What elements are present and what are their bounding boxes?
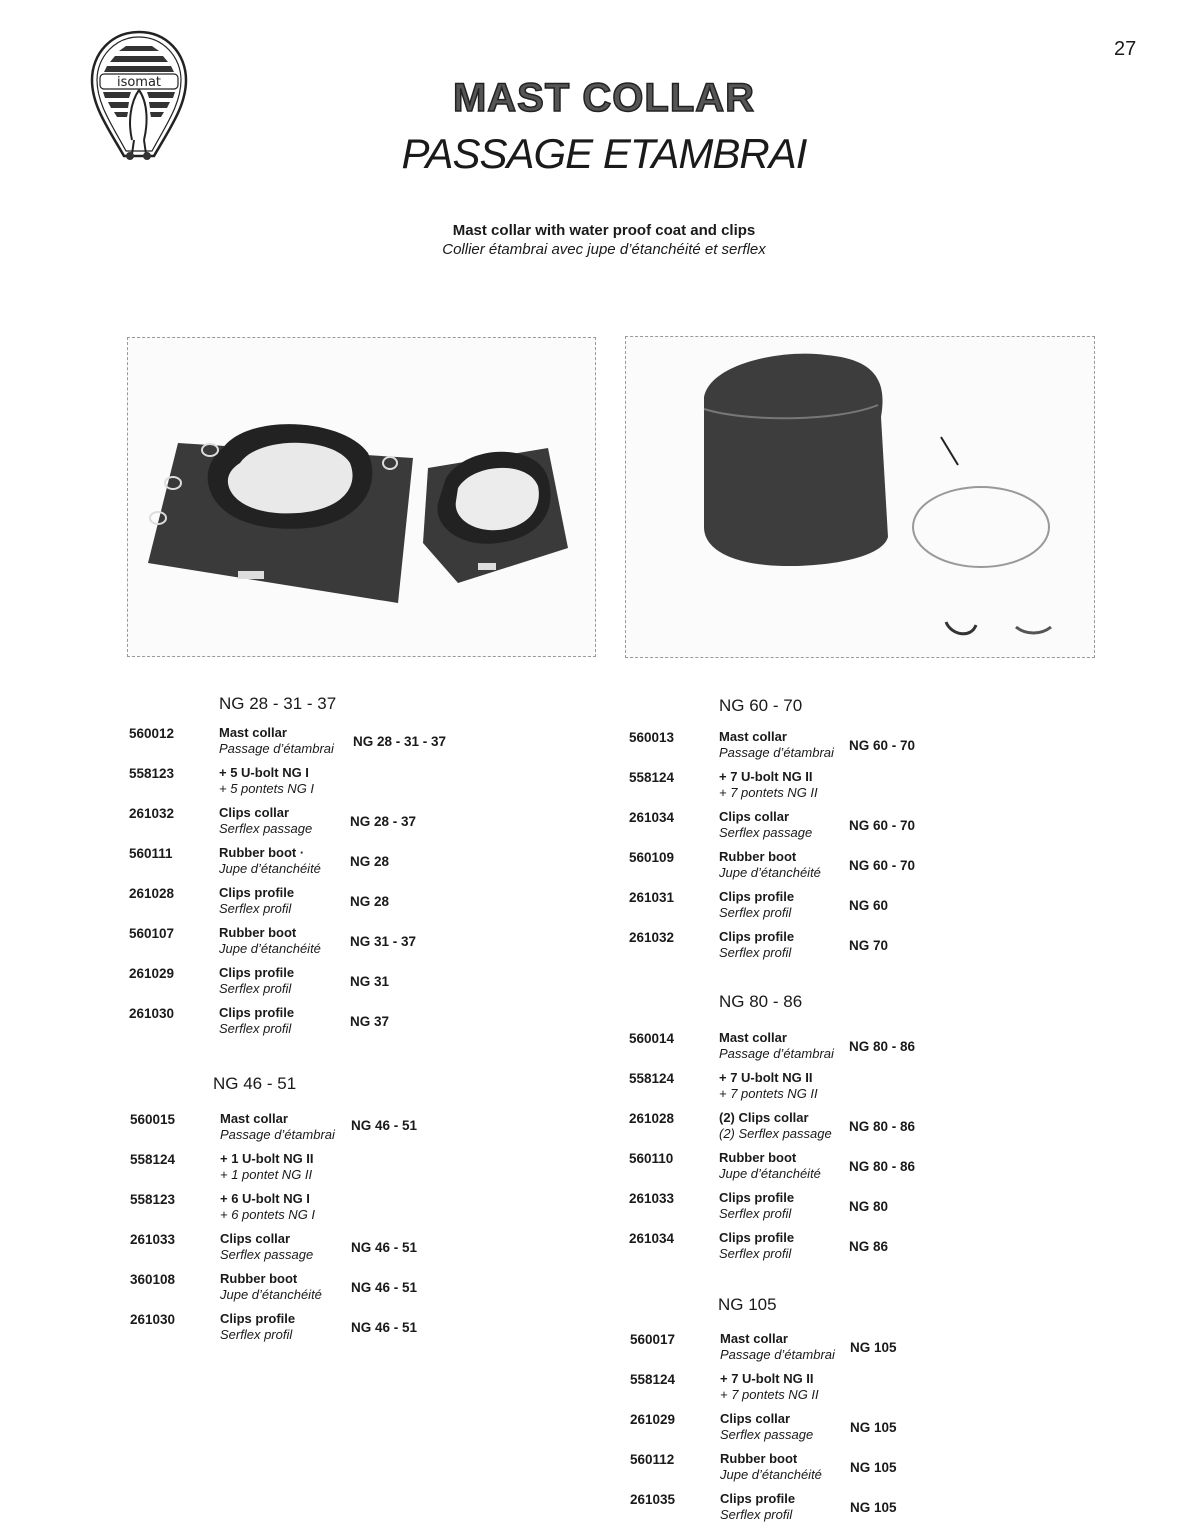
part-description-en: + 7 U-bolt NG II bbox=[719, 1070, 813, 1085]
part-code: 560112 bbox=[630, 1452, 675, 1467]
part-description-fr: Passage d’étambrai bbox=[720, 1347, 835, 1362]
part-size: NG 46 - 51 bbox=[351, 1118, 418, 1133]
part-description-fr: Jupe d’étanchéité bbox=[719, 1166, 821, 1181]
part-size: NG 31 bbox=[350, 974, 390, 989]
part-description-fr: Jupe d’étanchéité bbox=[219, 941, 321, 956]
part-description-fr: Serflex profil bbox=[719, 1206, 792, 1221]
part-description-en: Clips profile bbox=[219, 1005, 295, 1020]
part-size: NG 28 bbox=[350, 854, 390, 869]
part-code: 261031 bbox=[629, 890, 675, 905]
svg-text:isomat: isomat bbox=[116, 75, 162, 90]
part-code: 261034 bbox=[629, 810, 675, 825]
part-description-fr: Jupe d’étanchéité bbox=[220, 1287, 322, 1302]
part-description-en: (2) Clips collar bbox=[719, 1110, 809, 1125]
part-size: NG 80 bbox=[849, 1199, 889, 1214]
part-code: 558124 bbox=[130, 1152, 176, 1167]
part-code: 558123 bbox=[129, 766, 175, 781]
part-code: 261035 bbox=[630, 1492, 676, 1507]
part-row bbox=[129, 846, 549, 886]
part-description-fr: Serflex passage bbox=[720, 1427, 814, 1442]
photo-mast-collars bbox=[127, 337, 596, 657]
part-row bbox=[630, 1412, 1050, 1452]
page-subtitle-french: Collier étambrai avec jupe d’étanchéité et serflex bbox=[442, 241, 766, 258]
part-size: NG 105 bbox=[850, 1340, 897, 1355]
part-row bbox=[129, 966, 549, 1006]
rubber-boot-image bbox=[626, 337, 1094, 657]
part-code: 558123 bbox=[130, 1192, 176, 1207]
part-size: NG 37 bbox=[350, 1014, 390, 1029]
part-description-en: Clips profile bbox=[719, 1190, 795, 1205]
part-row bbox=[130, 1152, 550, 1192]
part-row bbox=[129, 1006, 549, 1046]
part-row bbox=[629, 850, 1049, 890]
part-description-fr: + 7 pontets NG II bbox=[719, 785, 818, 800]
part-description-en: Mast collar bbox=[219, 725, 287, 740]
part-row bbox=[629, 730, 1049, 770]
part-code: 558124 bbox=[630, 1372, 676, 1387]
part-size: NG 28 bbox=[350, 894, 390, 909]
part-row bbox=[629, 1031, 1049, 1071]
part-description-fr: Serflex profil bbox=[719, 905, 792, 920]
part-code: 261034 bbox=[629, 1231, 675, 1246]
part-row bbox=[129, 726, 549, 766]
part-row bbox=[630, 1372, 1050, 1412]
part-description-en: Rubber boot bbox=[719, 1150, 797, 1165]
part-description-en: Clips profile bbox=[720, 1491, 796, 1506]
part-description-fr: + 7 pontets NG II bbox=[720, 1387, 819, 1402]
part-code: 560013 bbox=[629, 730, 675, 745]
part-row bbox=[130, 1192, 550, 1232]
part-code: 261030 bbox=[130, 1312, 176, 1327]
part-description-fr: Serflex passage bbox=[220, 1247, 314, 1262]
part-code: 261029 bbox=[630, 1412, 676, 1427]
part-code: 560107 bbox=[129, 926, 175, 941]
part-description-fr: Passage d’étambrai bbox=[719, 745, 834, 760]
part-row bbox=[129, 886, 549, 926]
part-description-fr: + 1 pontet NG II bbox=[220, 1167, 313, 1182]
part-row bbox=[630, 1332, 1050, 1372]
section-heading-ng28-31-37: NG 28 - 31 - 37 bbox=[219, 694, 337, 713]
part-description-fr: + 6 pontets NG I bbox=[220, 1207, 316, 1222]
part-size: NG 60 - 70 bbox=[849, 738, 916, 753]
part-description-en: Clips collar bbox=[720, 1411, 791, 1426]
part-size: NG 60 - 70 bbox=[849, 858, 916, 873]
part-description-en: + 7 U-bolt NG II bbox=[720, 1371, 814, 1386]
part-description-en: Clips profile bbox=[220, 1311, 296, 1326]
page-number: 27 bbox=[1114, 38, 1137, 60]
section-heading-ng60-70: NG 60 - 70 bbox=[719, 696, 803, 715]
part-description-fr: Serflex profil bbox=[219, 901, 292, 916]
mast-collar-plates-image bbox=[128, 338, 595, 656]
part-description-fr: Jupe d’étanchéité bbox=[219, 861, 321, 876]
part-code: 560012 bbox=[129, 726, 175, 741]
part-code: 360108 bbox=[130, 1272, 176, 1287]
part-code: 560017 bbox=[630, 1332, 676, 1347]
part-row bbox=[629, 770, 1049, 810]
part-size: NG 70 bbox=[849, 938, 889, 953]
part-description-fr: Passage d’étambrai bbox=[719, 1046, 834, 1061]
part-size: NG 80 - 86 bbox=[849, 1119, 916, 1134]
part-row bbox=[629, 1111, 1049, 1151]
part-description-en: Rubber boot bbox=[719, 849, 797, 864]
part-description-en: Clips profile bbox=[219, 885, 295, 900]
part-row bbox=[129, 926, 549, 966]
part-description-en: Mast collar bbox=[720, 1331, 788, 1346]
part-description-en: Rubber boot · bbox=[219, 845, 305, 860]
part-size: NG 105 bbox=[850, 1500, 897, 1515]
page-subtitle: Mast collar with water proof coat and clips bbox=[452, 222, 756, 239]
part-description-en: Clips profile bbox=[219, 965, 295, 980]
part-description-en: Mast collar bbox=[220, 1111, 288, 1126]
part-description-fr: Serflex profil bbox=[720, 1507, 793, 1522]
part-description-fr: Serflex profil bbox=[220, 1327, 293, 1342]
part-row bbox=[629, 1231, 1049, 1271]
part-size: NG 28 - 31 - 37 bbox=[353, 734, 447, 749]
part-code: 261033 bbox=[629, 1191, 675, 1206]
part-code: 261030 bbox=[129, 1006, 175, 1021]
part-description-fr: Passage d’étambrai bbox=[220, 1127, 335, 1142]
part-row bbox=[629, 930, 1049, 970]
part-code: 560110 bbox=[629, 1151, 674, 1166]
part-description-en: + 6 U-bolt NG I bbox=[220, 1191, 310, 1206]
part-description-en: Clips collar bbox=[219, 805, 290, 820]
part-size: NG 31 - 37 bbox=[350, 934, 417, 949]
part-description-en: Mast collar bbox=[719, 729, 787, 744]
part-description-fr: Serflex passage bbox=[219, 821, 313, 836]
part-size: NG 105 bbox=[850, 1460, 897, 1475]
part-code: 560109 bbox=[629, 850, 675, 865]
photo-rubber-boot bbox=[625, 336, 1095, 658]
page-title: MAST COLLAR bbox=[452, 76, 756, 120]
part-code: 261032 bbox=[629, 930, 675, 945]
part-description-fr: Jupe d’étanchéité bbox=[719, 865, 821, 880]
part-description-en: Clips profile bbox=[719, 929, 795, 944]
part-row bbox=[130, 1112, 550, 1152]
part-description-en: Rubber boot bbox=[220, 1271, 298, 1286]
part-size: NG 86 bbox=[849, 1239, 889, 1254]
part-size: NG 28 - 37 bbox=[350, 814, 417, 829]
part-description-en: Clips profile bbox=[719, 1230, 795, 1245]
part-description-en: Rubber boot bbox=[720, 1451, 798, 1466]
part-description-en: Mast collar bbox=[719, 1030, 787, 1045]
part-code: 558124 bbox=[629, 770, 675, 785]
part-description-en: Clips profile bbox=[719, 889, 795, 904]
part-size: NG 60 bbox=[849, 898, 889, 913]
part-description-fr: Serflex passage bbox=[719, 825, 813, 840]
part-description-en: Clips collar bbox=[719, 809, 790, 824]
part-row bbox=[629, 1151, 1049, 1191]
part-code: 560015 bbox=[130, 1112, 176, 1127]
part-code: 261032 bbox=[129, 806, 175, 821]
part-size: NG 80 - 86 bbox=[849, 1159, 916, 1174]
part-description-fr: + 7 pontets NG II bbox=[719, 1086, 818, 1101]
part-row bbox=[629, 890, 1049, 930]
section-heading-ng46-51: NG 46 - 51 bbox=[213, 1074, 297, 1093]
part-row bbox=[630, 1452, 1050, 1492]
part-code: 560014 bbox=[629, 1031, 675, 1046]
part-row bbox=[130, 1312, 550, 1352]
part-row bbox=[129, 806, 549, 846]
part-description-fr: Passage d’étambrai bbox=[219, 741, 334, 756]
part-row bbox=[130, 1232, 550, 1272]
part-description-fr: + 5 pontets NG I bbox=[219, 781, 315, 796]
page-title-french: PASSAGE ETAMBRAI bbox=[401, 130, 807, 177]
part-code: 261028 bbox=[129, 886, 175, 901]
part-description-fr: Serflex profil bbox=[219, 1021, 292, 1036]
part-code: 261033 bbox=[130, 1232, 176, 1247]
part-row bbox=[630, 1492, 1050, 1532]
section-heading-ng105: NG 105 bbox=[718, 1295, 777, 1314]
part-size: NG 80 - 86 bbox=[849, 1039, 916, 1054]
part-row bbox=[629, 1071, 1049, 1111]
part-code: 261029 bbox=[129, 966, 175, 981]
part-description-en: Rubber boot bbox=[219, 925, 297, 940]
part-code: 558124 bbox=[629, 1071, 675, 1086]
part-code: 261028 bbox=[629, 1111, 675, 1126]
part-size: NG 46 - 51 bbox=[351, 1240, 418, 1255]
part-description-fr: Serflex profil bbox=[719, 945, 792, 960]
part-description-fr: Serflex profil bbox=[719, 1246, 792, 1261]
section-heading-ng80-86: NG 80 - 86 bbox=[719, 992, 803, 1011]
part-size: NG 46 - 51 bbox=[351, 1320, 418, 1335]
part-row bbox=[629, 810, 1049, 850]
part-description-en: + 1 U-bolt NG II bbox=[220, 1151, 314, 1166]
part-description-fr: Serflex profil bbox=[219, 981, 292, 996]
part-description-fr: Jupe d’étanchéité bbox=[720, 1467, 822, 1482]
part-code: 560111 bbox=[129, 846, 173, 861]
part-row bbox=[629, 1191, 1049, 1231]
part-size: NG 105 bbox=[850, 1420, 897, 1435]
part-row bbox=[130, 1272, 550, 1312]
part-size: NG 46 - 51 bbox=[351, 1280, 418, 1295]
part-description-en: + 7 U-bolt NG II bbox=[719, 769, 813, 784]
part-row bbox=[129, 766, 549, 806]
part-description-fr: (2) Serflex passage bbox=[719, 1126, 832, 1141]
part-description-en: Clips collar bbox=[220, 1231, 291, 1246]
part-size: NG 60 - 70 bbox=[849, 818, 916, 833]
part-description-en: + 5 U-bolt NG I bbox=[219, 765, 309, 780]
